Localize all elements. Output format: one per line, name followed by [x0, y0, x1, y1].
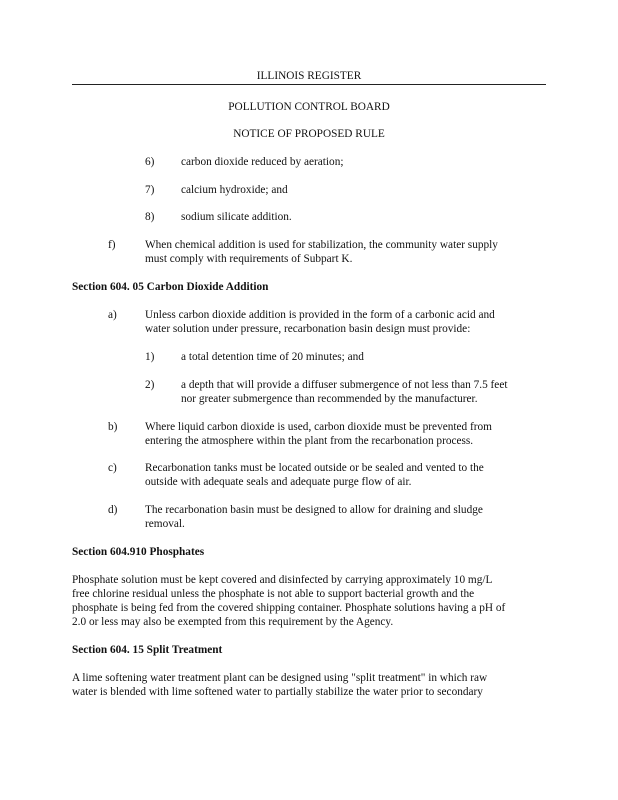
paragraph-line: must comply with requirements of Subpart K.	[145, 253, 353, 265]
paragraph-line: When chemical addition is used for stabilization, the community water supply	[145, 239, 498, 251]
paragraph-label: f)	[108, 239, 116, 251]
paragraph-line: 2.0 or less may also be exempted from this requirement by the Agency.	[72, 616, 394, 628]
list-item-number: 6)	[145, 156, 155, 168]
paragraph-line: The recarbonation basin must be designed to allow for draining and sludge	[145, 504, 483, 516]
list-item-number: 7)	[145, 184, 155, 196]
section-heading: Section 604.910 Phosphates	[72, 546, 205, 558]
list-item-text: nor greater submergence than recommended by the manufacturer.	[181, 393, 478, 405]
section-heading: Section 604. 15 Split Treatment	[72, 644, 223, 656]
paragraph-line: water solution under pressure, recarbonation basin design must provide:	[145, 323, 471, 335]
paragraph-label: b)	[108, 421, 118, 433]
board-title: POLLUTION CONTROL BOARD	[228, 101, 390, 113]
list-item-text: sodium silicate addition.	[181, 211, 292, 223]
paragraph-label: d)	[108, 504, 118, 516]
list-item-number: 1)	[145, 351, 155, 363]
header-rule	[72, 84, 546, 85]
paragraph-line: Phosphate solution must be kept covered and disinfected by carrying approximately 10 mg/L	[72, 574, 493, 586]
paragraph-line: Recarbonation tanks must be located outside or be sealed and vented to the	[145, 462, 484, 474]
paragraph-line: A lime softening water treatment plant can be designed using "split treatment" in which raw	[72, 672, 488, 684]
list-item-text: a depth that will provide a diffuser submergence of not less than 7.5 feet	[181, 379, 508, 391]
list-item-text: calcium hydroxide; and	[181, 184, 288, 196]
list-item-number: 8)	[145, 211, 155, 223]
paragraph-line: free chlorine residual unless the phosphate is not able to support bacterial growth and the	[72, 588, 475, 600]
paragraph-line: phosphate is being fed from the covered shipping container. Phosphate solutions having a pH of	[72, 602, 506, 614]
paragraph-label: a)	[108, 309, 117, 321]
list-item-number: 2)	[145, 379, 155, 391]
paragraph-line: Where liquid carbon dioxide is used, carbon dioxide must be prevented from	[145, 421, 492, 433]
notice-title: NOTICE OF PROPOSED RULE	[233, 128, 385, 140]
paragraph-line: outside with adequate seals and adequate purge flow of air.	[145, 476, 412, 488]
paragraph-line: water is blended with lime softened water to partially stabilize the water prior to secondary	[72, 686, 483, 698]
paragraph-line: entering the atmosphere within the plant from the recarbonation process.	[145, 435, 474, 447]
section-heading: Section 604. 05 Carbon Dioxide Addition	[72, 281, 269, 293]
paragraph-label: c)	[108, 462, 117, 474]
list-item-text: a total detention time of 20 minutes; and	[181, 351, 364, 363]
register-title: ILLINOIS REGISTER	[256, 70, 362, 82]
paragraph-line: Unless carbon dioxide addition is provided in the form of a carbonic acid and	[145, 309, 495, 321]
list-item-text: carbon dioxide reduced by aeration;	[181, 156, 344, 168]
paragraph-line: removal.	[145, 518, 185, 530]
